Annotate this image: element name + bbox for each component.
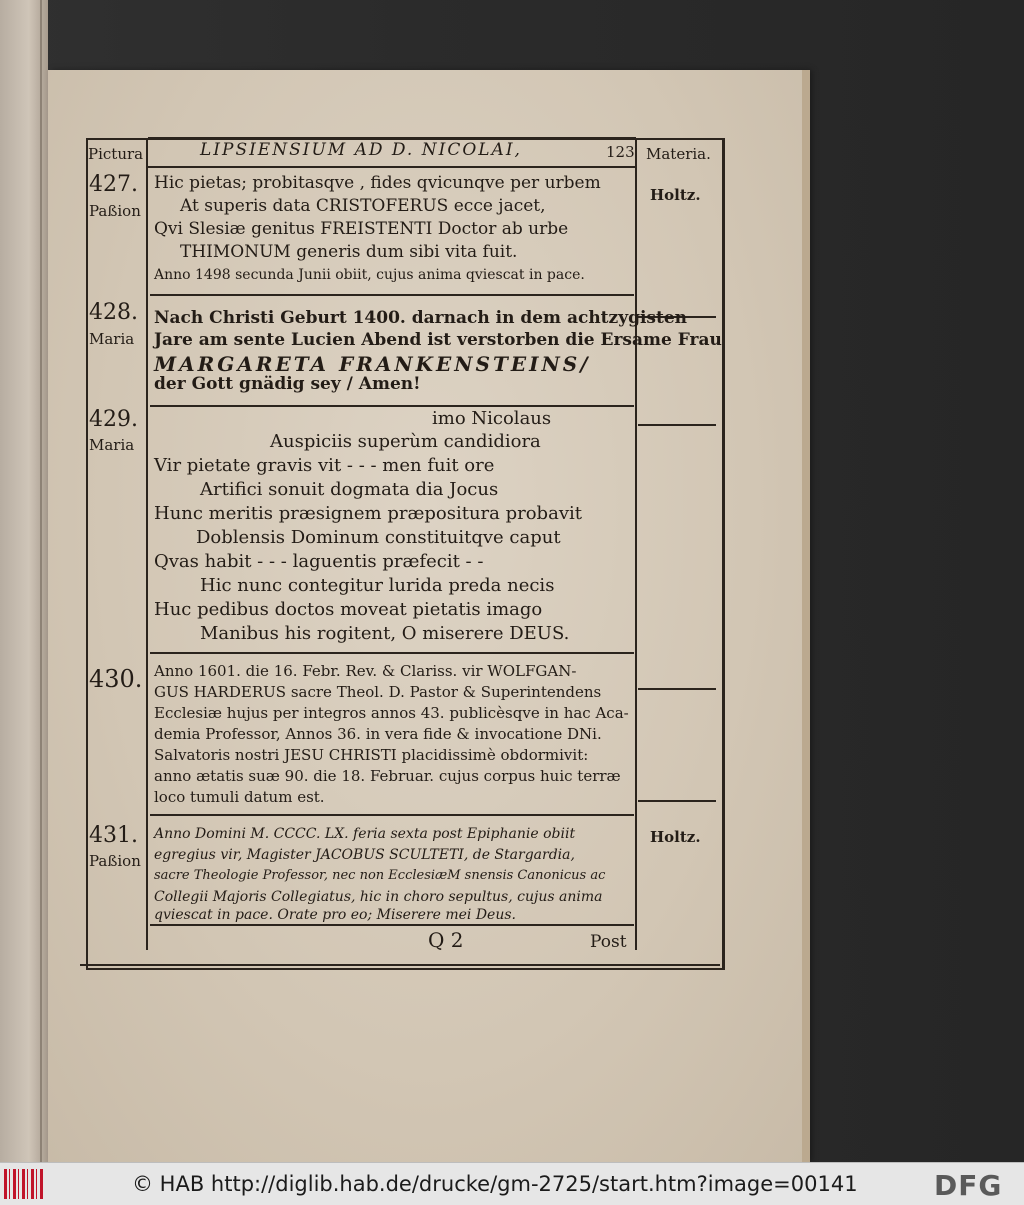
inscription-line: Qvas habit - - - laguentis præfecit - - [154, 551, 484, 572]
header-pictura: Pictura [88, 145, 144, 163]
inscription-line: Vir pietate gravis vit - - - men fuit ore [154, 455, 495, 476]
material-rule-429 [638, 424, 716, 426]
bottom-rule [80, 964, 720, 966]
entry-number: 430. [89, 665, 143, 693]
inscription-line: MARGARETA FRANKENSTEINS/ [154, 352, 591, 376]
inscription-line: sacre Theologie Professor, nec non EcclesiæM snensis Canonicus ac [154, 868, 606, 883]
inscription-line: Hic pietas; probitasqve , fides qvicunqve per urbem [154, 173, 601, 193]
entry-divider-428 [150, 405, 634, 407]
inscription-line: GUS HARDERUS sacre Theol. D. Pastor & Superintendens [154, 683, 602, 701]
entry-divider-429 [150, 652, 634, 654]
inscription-line: THIMONUM generis dum sibi vita fuit. [180, 242, 518, 262]
inscription-line: Collegii Majoris Collegiatus, hic in choro sepultus, cujus anima [154, 889, 603, 905]
inscription-line: demia Professor, Annos 36. in vera fide & invocatione DNi. [154, 725, 602, 743]
material-rule-430 [638, 688, 716, 690]
inscription-line: Salvatoris nostri JESU CHRISTI placidissimè obdormivit: [154, 746, 589, 764]
running-head: LIPSIENSIUM AD D. NICOLAI, [200, 140, 522, 160]
inscription-line: Nach Christi Geburt 1400. darnach in dem achtzygisten [154, 308, 688, 328]
inscription-line: Ecclesiæ hujus per integros annos 43. publicèsqve in hac Aca- [154, 704, 629, 722]
inscription-line: Anno Domini M. CCCC. LX. feria sexta post Epiphanie obiit [154, 826, 576, 842]
header-rule [148, 137, 636, 139]
inscription-line: Huc pedibus doctos moveat pietatis imago [154, 599, 543, 620]
inscription-line: anno ætatis suæ 90. die 18. Februar. cujus corpus huic terræ [154, 767, 621, 785]
header-materia: Materia. [646, 145, 711, 163]
inscription-line: Artifici sonuit dogmata dia Jocus [200, 479, 499, 500]
entry-number: 428. [89, 300, 138, 325]
inscription-line: egregius vir, Magister JACOBUS SCULTETI, de Stargardia, [154, 847, 575, 863]
catchword: Post [590, 932, 627, 952]
entry-number: 429. [89, 407, 138, 432]
inscription-line: der Gott gnädig sey / Amen! [154, 374, 421, 394]
page-right-edge [802, 70, 810, 1162]
entry-divider-430 [150, 814, 634, 816]
inscription-line: At superis data CRISTOFERUS ecce jacet, [180, 196, 546, 216]
page-fold-line [40, 0, 42, 1162]
entry-divider-431 [150, 924, 634, 926]
inscription-line: Anno 1601. die 16. Febr. Rev. & Clariss. vir WOLFGAN- [154, 662, 577, 680]
entry-label: Maria [89, 330, 135, 348]
inscription-line: Qvi Slesiæ genitus FREISTENTI Doctor ab urbe [154, 219, 569, 239]
barcode-icon [4, 1169, 44, 1199]
entry-divider-427 [150, 294, 634, 296]
inscription-line: Auspiciis superùm candidiora [270, 431, 541, 452]
dfg-logo: DFG [934, 1169, 1003, 1202]
entry-label: Maria [89, 436, 135, 454]
material-rule-431 [638, 800, 716, 802]
inscription-line: Hunc meritis præsignem præpositura probavit [154, 503, 582, 524]
inscription-line: imo Nicolaus [432, 408, 552, 429]
previous-page-edge [0, 0, 48, 1162]
entry-material: Holtz. [650, 186, 701, 204]
page-number: 123 [606, 143, 635, 161]
inscription-line: Jare am sente Lucien Abend ist verstorben die Ersame Frau [154, 330, 722, 350]
signature-mark: Q 2 [428, 928, 464, 952]
inscription-line: qviescat in pace. Orate pro eo; Miserere mei Deus. [154, 907, 516, 923]
inscription-line: Doblensis Dominum constituitqve caput [196, 527, 561, 548]
inscription-line: Hic nunc contegitur lurida preda necis [200, 575, 555, 596]
source-credit-link[interactable]: © HAB http://diglib.hab.de/drucke/gm-2725/start.htm?image=00141 [132, 1172, 858, 1196]
inscription-line: Manibus his rogitent, O miserere DEUS. [200, 623, 570, 644]
entry-label: Paßion [89, 852, 141, 870]
entry-material: Holtz. [650, 828, 701, 846]
entry-label: Paßion [89, 202, 141, 220]
footer-bar [0, 1162, 1024, 1205]
column-rule-left [146, 138, 148, 950]
inscription-line: Anno 1498 secunda Junii obiit, cujus anima qviescat in pace. [154, 267, 585, 283]
column-rule-right [635, 138, 637, 950]
header-bottom-rule [148, 166, 636, 168]
entry-number: 427. [89, 172, 138, 197]
entry-number: 431. [89, 823, 138, 848]
inscription-line: loco tumuli datum est. [154, 788, 325, 806]
